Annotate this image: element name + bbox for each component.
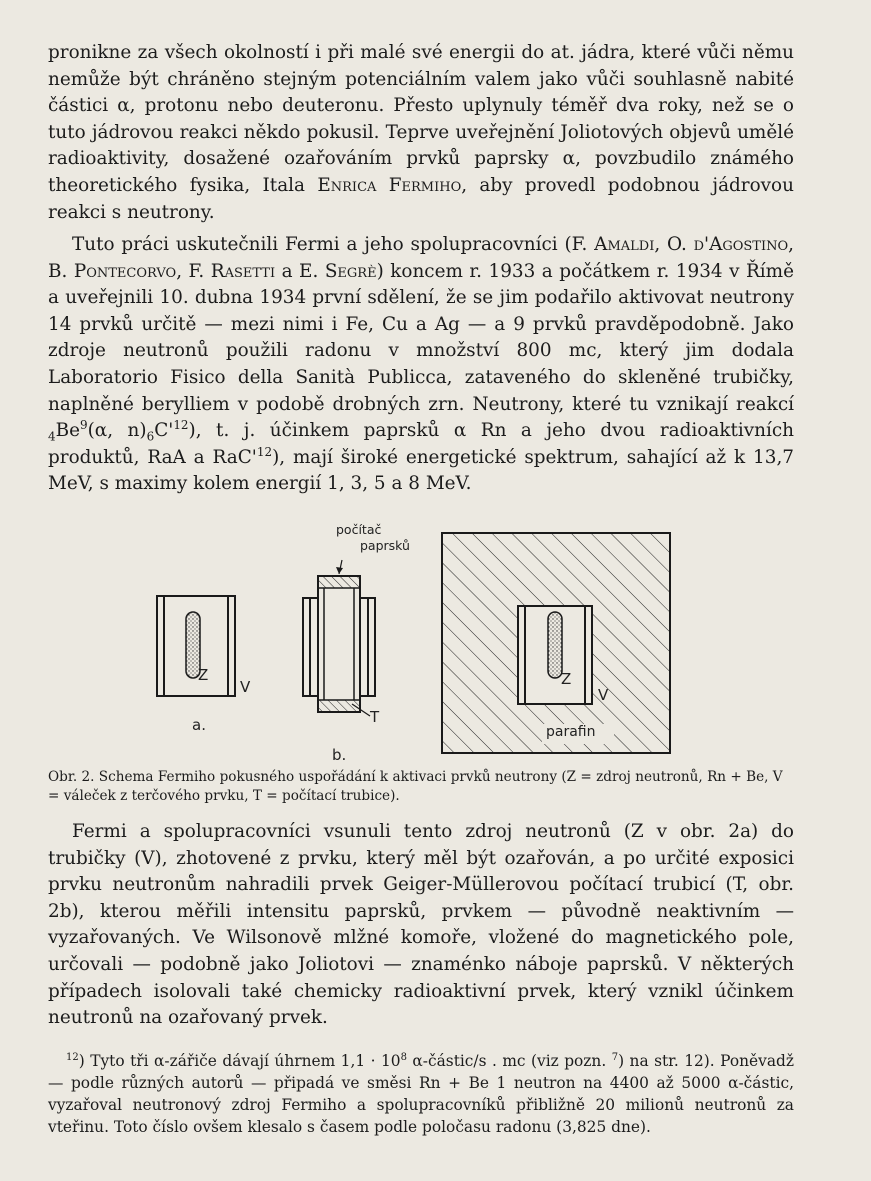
name-segre: Segrè (324, 260, 377, 282)
label-z-c: Z (561, 670, 572, 688)
label-a: a. (192, 716, 206, 734)
label-v-c: V (598, 686, 609, 704)
footnote-number: 12 (66, 1051, 79, 1063)
label-b: b. (332, 746, 347, 764)
reaction-sub-6: 6 (146, 429, 155, 444)
reaction-sup-12: 12 (173, 418, 189, 433)
paragraph-1-text-b: , aby provedl podobnou jádrovou reakci s neutrony. (48, 174, 794, 223)
footnote-text-2: α-částic/s . mc (viz pozn. (406, 1052, 612, 1070)
paragraph-2 (48, 232, 794, 498)
paragraph-3: Fermi a spolupracovníci vsunuli tento zdroj neutronů (Z v obr. 2a) do trubičky (V), zhotovené z prvku, který měl být ozařován, a po určité exposici prvku neutronům nahradili prvek Geiger-Müllerovou počítací trubicí (T, obr. 2b), kterou měřili intensitu paprsků, prvkem — původně neaktivním — vyzařovaných. Ve Wilsonově mlžné komoře, vložené do magnetického pole, určovali — podobně jako Joliotovi — znaménko náboje paprsků. V některých případech isolovali také chemicky radioaktivní prvek, který vznikl účinkem neutronů na ozařovaný prvek. (48, 821, 794, 1029)
diagram-a (157, 596, 235, 696)
name-rasetti: Rasetti (210, 260, 276, 282)
figure-caption (48, 768, 794, 806)
paragraph-1 (48, 40, 794, 226)
diagram-c (442, 533, 670, 753)
name-enrica: Enrica (317, 174, 377, 196)
footnote-ref-7[interactable]: 7 (611, 1051, 619, 1063)
footnote-exponent: 8 (400, 1051, 407, 1063)
label-v-a: V (240, 678, 251, 696)
footnote-12 (48, 1050, 794, 1138)
footnote-text-1: ) Tyto tři α-zářiče dávají úhrnem 1,1 · 10 (78, 1052, 401, 1070)
label-pocitac: počítač (336, 522, 382, 537)
footnote-ref-12[interactable]: 12 (256, 444, 273, 459)
label-parafin: parafin (546, 724, 596, 740)
p2-text-2: , O. (654, 234, 694, 255)
name-amaldi: Amaldi (594, 234, 655, 255)
reaction-sub-4: 4 (48, 429, 56, 444)
p2-text-1: Tuto práci uskutečnili Fermi a jeho spolupracovníci (F. (72, 234, 595, 255)
reaction-c: C' (154, 420, 174, 442)
p2-text-8: ), mají široké energetické spektrum, sahající až k 13,7 MeV, s maximy kolem energií 1, 3, 5 a 8 MeV. (48, 446, 794, 495)
p2-text-4: , F. (176, 260, 211, 282)
name-pontecorvo: Pontecorvo (73, 260, 177, 282)
reaction-sup-9: 9 (80, 418, 88, 433)
p2-text-6: ) koncem r. 1933 a počátkem r. 1934 v Římě a uveřejnili 10. dubna 1934 první sdělení, že se jim podařilo aktivovat neutrony 14 prvků určitě — mezi nimi i Fe, Cu a Ag — a 9 prvků pravděpodobně. Jako zdroje neutronů použili radonu v množství 800 mc, který jim dodala Laboratorio Fisico della Sanità Publicca, zataveného do skleněné trubičky, naplněné berylliem v podobě drobných zrn. Neutrony, které tu vznikají reakcí (48, 260, 795, 415)
footnote-text-3: ) na str. 12). Poněvadž — podle různých autorů — připadá ve směsi Rn + Be 1 neutron na 4400 až 5000 α-částic, vyzařoval neutronový zdroj Fermiho a spolupracovníků přibližně 20 milionů neutronů za vteřinu. Toto číslo ovšem klesalo s časem podle poločasu radonu (3,825 dne). (48, 1052, 794, 1136)
label-t: T (370, 708, 380, 726)
caption-prefix: Obr. 2. (48, 769, 95, 785)
label-paprsku: paprsků (360, 538, 410, 553)
p2-text-7: ), t. j. účinkem paprsků α Rn a jeho dvou radioaktivních produktů, RaA a RaC' (48, 420, 795, 468)
source-z-c (548, 612, 562, 678)
reaction-be: Be (55, 420, 81, 442)
diagram-b (303, 560, 375, 716)
name-dagostino: d'Agostino (693, 234, 789, 255)
p2-text-5: a E. (275, 260, 325, 282)
paragraph-1-text-a: pronikne za všech okolností i při malé své energii do at. jádra, které vůči němu nemůže být chráněno stejným potenciálním valem jako vůči souhlasně nabité částici α, protonu nebo deuteronu. Přesto uplynuly téměř dva roky, než se o tuto jádrovou reakci někdo pokusil. Teprve uveřejnění Joliotových objevů umělé radioaktivity, dosažené ozařováním prvků paprsky α, povzbudilo známého theoretického fysika, Itala (48, 42, 794, 196)
label-z-a: Z (198, 666, 209, 684)
p2-text-3: , B. (48, 234, 794, 282)
name-fermiho: Fermiho (388, 174, 462, 196)
figure-2 (120, 518, 680, 768)
reaction-mid: (α, n) (87, 420, 147, 442)
caption-text: Schema Fermiho pokusného uspořádání k aktivaci prvků neutrony (Z = zdroj neutronů, Rn + Be, V = váleček z terčového prvku, T = počítací trubice). (48, 769, 783, 804)
